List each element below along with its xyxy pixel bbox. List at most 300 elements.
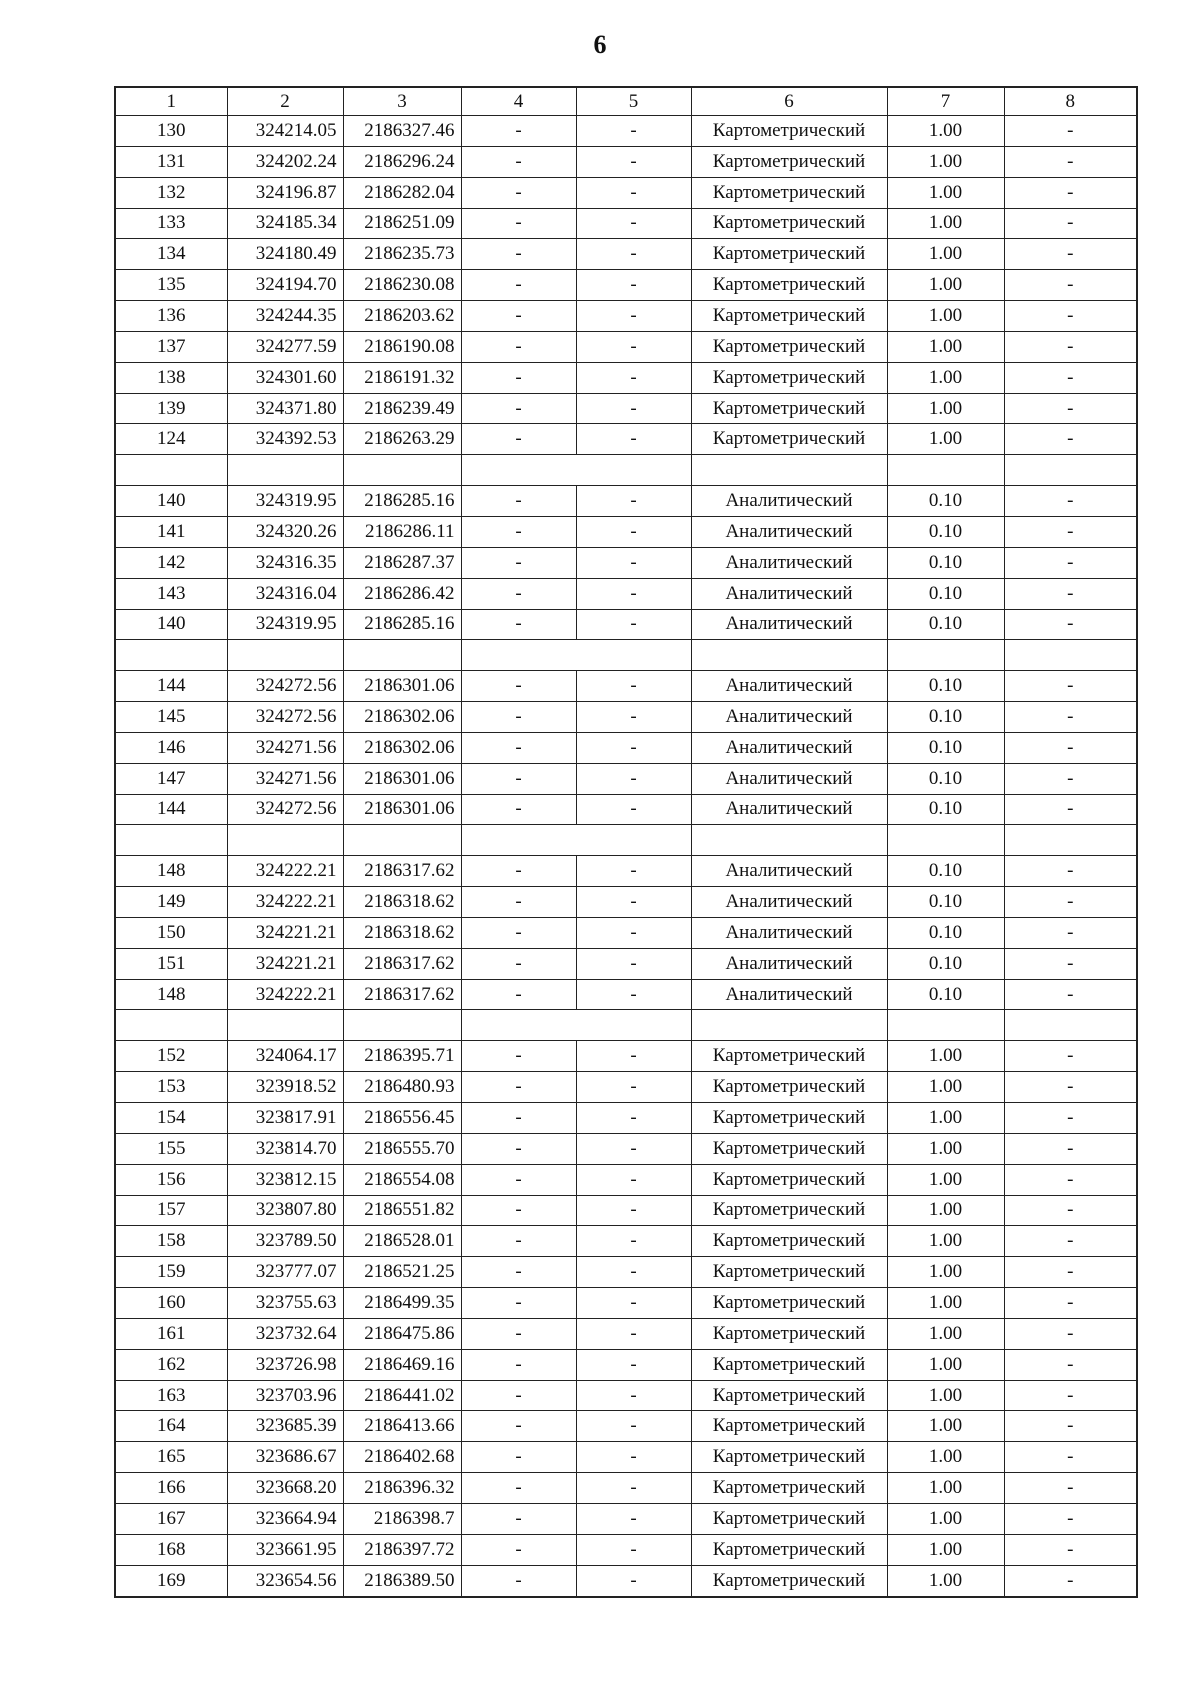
empty-cell bbox=[1004, 640, 1137, 671]
accuracy-cell: 1.00 bbox=[887, 1565, 1004, 1596]
method-cell: Аналитический bbox=[691, 547, 887, 578]
col-8-cell: - bbox=[1004, 1503, 1137, 1534]
table-row bbox=[115, 1133, 1137, 1164]
col-5-cell: - bbox=[576, 1442, 691, 1473]
col-8-cell: - bbox=[1004, 1565, 1137, 1596]
coord-x-cell: 324371.80 bbox=[227, 393, 343, 424]
col-4-cell: - bbox=[461, 424, 576, 455]
empty-cell bbox=[691, 640, 887, 671]
point-number-cell: 144 bbox=[115, 794, 227, 825]
point-number-cell: 140 bbox=[115, 609, 227, 640]
col-4-cell: - bbox=[461, 979, 576, 1010]
coord-y-cell: 2186528.01 bbox=[343, 1226, 461, 1257]
coord-y-cell: 2186555.70 bbox=[343, 1133, 461, 1164]
coord-y-cell: 2186301.06 bbox=[343, 671, 461, 702]
accuracy-cell: 1.00 bbox=[887, 1349, 1004, 1380]
method-cell: Картометрический bbox=[691, 177, 887, 208]
accuracy-cell: 0.10 bbox=[887, 948, 1004, 979]
col-8-cell: - bbox=[1004, 1041, 1137, 1072]
coord-y-cell: 2186469.16 bbox=[343, 1349, 461, 1380]
coord-y-cell: 2186285.16 bbox=[343, 609, 461, 640]
point-number-cell: 138 bbox=[115, 362, 227, 393]
method-cell: Картометрический bbox=[691, 208, 887, 239]
col-4-cell: - bbox=[461, 270, 576, 301]
col-8-cell: - bbox=[1004, 270, 1137, 301]
accuracy-cell: 1.00 bbox=[887, 331, 1004, 362]
coord-x-cell: 324319.95 bbox=[227, 609, 343, 640]
col-4-cell: - bbox=[461, 1565, 576, 1596]
table-row bbox=[115, 1257, 1137, 1288]
method-cell: Картометрический bbox=[691, 1349, 887, 1380]
coord-x-cell: 323918.52 bbox=[227, 1072, 343, 1103]
coord-y-cell: 2186235.73 bbox=[343, 239, 461, 270]
table-row bbox=[115, 1288, 1137, 1319]
coord-y-cell: 2186285.16 bbox=[343, 486, 461, 517]
col-4-cell: - bbox=[461, 609, 576, 640]
col-8-cell: - bbox=[1004, 424, 1137, 455]
col-8-cell: - bbox=[1004, 856, 1137, 887]
coord-y-cell: 2186397.72 bbox=[343, 1534, 461, 1565]
coord-x-cell: 323789.50 bbox=[227, 1226, 343, 1257]
coord-y-cell: 2186318.62 bbox=[343, 887, 461, 918]
col-5-cell: - bbox=[576, 1072, 691, 1103]
point-number-cell: 139 bbox=[115, 393, 227, 424]
method-cell: Картометрический bbox=[691, 1473, 887, 1504]
table-row bbox=[115, 146, 1137, 177]
method-cell: Картометрический bbox=[691, 270, 887, 301]
col-4-cell: - bbox=[461, 671, 576, 702]
point-number-cell: 165 bbox=[115, 1442, 227, 1473]
accuracy-cell: 0.10 bbox=[887, 702, 1004, 733]
col-8-cell: - bbox=[1004, 1349, 1137, 1380]
group-separator-row bbox=[115, 1010, 1137, 1041]
coord-y-cell: 2186389.50 bbox=[343, 1565, 461, 1596]
col-4-cell: - bbox=[461, 1503, 576, 1534]
method-cell: Картометрический bbox=[691, 331, 887, 362]
col-5-cell: - bbox=[576, 1565, 691, 1596]
accuracy-cell: 1.00 bbox=[887, 362, 1004, 393]
accuracy-cell: 1.00 bbox=[887, 239, 1004, 270]
method-cell: Картометрический bbox=[691, 1534, 887, 1565]
accuracy-cell: 0.10 bbox=[887, 887, 1004, 918]
table-row bbox=[115, 1534, 1137, 1565]
coord-y-cell: 2186556.45 bbox=[343, 1103, 461, 1134]
col-4-cell: - bbox=[461, 331, 576, 362]
method-cell: Картометрический bbox=[691, 393, 887, 424]
point-number-cell: 147 bbox=[115, 763, 227, 794]
col-5-cell: - bbox=[576, 1349, 691, 1380]
coord-x-cell: 323732.64 bbox=[227, 1318, 343, 1349]
empty-cell bbox=[461, 1010, 576, 1041]
col-8-cell: - bbox=[1004, 301, 1137, 332]
col-8-cell: - bbox=[1004, 1411, 1137, 1442]
coord-y-cell: 2186480.93 bbox=[343, 1072, 461, 1103]
point-number-cell: 137 bbox=[115, 331, 227, 362]
accuracy-cell: 1.00 bbox=[887, 146, 1004, 177]
col-8-cell: - bbox=[1004, 1226, 1137, 1257]
coord-y-cell: 2186551.82 bbox=[343, 1195, 461, 1226]
point-number-cell: 143 bbox=[115, 578, 227, 609]
method-cell: Картометрический bbox=[691, 1226, 887, 1257]
coord-y-cell: 2186395.71 bbox=[343, 1041, 461, 1072]
table-row bbox=[115, 331, 1137, 362]
method-cell: Картометрический bbox=[691, 424, 887, 455]
table-row bbox=[115, 1103, 1137, 1134]
col-4-cell: - bbox=[461, 1164, 576, 1195]
point-number-cell: 162 bbox=[115, 1349, 227, 1380]
point-number-cell: 146 bbox=[115, 732, 227, 763]
table-row bbox=[115, 1503, 1137, 1534]
header-cell: 8 bbox=[1004, 87, 1137, 116]
coord-y-cell: 2186402.68 bbox=[343, 1442, 461, 1473]
table-row bbox=[115, 1164, 1137, 1195]
accuracy-cell: 1.00 bbox=[887, 1164, 1004, 1195]
col-5-cell: - bbox=[576, 1473, 691, 1504]
method-cell: Аналитический bbox=[691, 763, 887, 794]
point-number-cell: 166 bbox=[115, 1473, 227, 1504]
col-4-cell: - bbox=[461, 301, 576, 332]
col-4-cell: - bbox=[461, 763, 576, 794]
coord-y-cell: 2186499.35 bbox=[343, 1288, 461, 1319]
col-5-cell: - bbox=[576, 239, 691, 270]
table-row bbox=[115, 702, 1137, 733]
col-5-cell: - bbox=[576, 1133, 691, 1164]
col-4-cell: - bbox=[461, 1349, 576, 1380]
col-5-cell: - bbox=[576, 270, 691, 301]
coord-y-cell: 2186318.62 bbox=[343, 917, 461, 948]
coord-x-cell: 324277.59 bbox=[227, 331, 343, 362]
coord-x-cell: 323814.70 bbox=[227, 1133, 343, 1164]
header-cell: 5 bbox=[576, 87, 691, 116]
method-cell: Аналитический bbox=[691, 516, 887, 547]
coord-x-cell: 324180.49 bbox=[227, 239, 343, 270]
col-8-cell: - bbox=[1004, 1534, 1137, 1565]
method-cell: Картометрический bbox=[691, 116, 887, 147]
col-8-cell: - bbox=[1004, 1164, 1137, 1195]
point-number-cell: 156 bbox=[115, 1164, 227, 1195]
coord-x-cell: 324196.87 bbox=[227, 177, 343, 208]
accuracy-cell: 1.00 bbox=[887, 1103, 1004, 1134]
coord-x-cell: 323668.20 bbox=[227, 1473, 343, 1504]
coord-y-cell: 2186282.04 bbox=[343, 177, 461, 208]
col-5-cell: - bbox=[576, 301, 691, 332]
coord-x-cell: 324222.21 bbox=[227, 856, 343, 887]
table-row bbox=[115, 1442, 1137, 1473]
col-8-cell: - bbox=[1004, 1288, 1137, 1319]
empty-cell bbox=[115, 640, 227, 671]
accuracy-cell: 1.00 bbox=[887, 1072, 1004, 1103]
point-number-cell: 159 bbox=[115, 1257, 227, 1288]
col-8-cell: - bbox=[1004, 948, 1137, 979]
method-cell: Картометрический bbox=[691, 146, 887, 177]
header-cell: 4 bbox=[461, 87, 576, 116]
method-cell: Аналитический bbox=[691, 578, 887, 609]
col-8-cell: - bbox=[1004, 702, 1137, 733]
col-5-cell: - bbox=[576, 702, 691, 733]
point-number-cell: 163 bbox=[115, 1380, 227, 1411]
col-4-cell: - bbox=[461, 1257, 576, 1288]
header-cell: 2 bbox=[227, 87, 343, 116]
empty-cell bbox=[887, 1010, 1004, 1041]
accuracy-cell: 1.00 bbox=[887, 393, 1004, 424]
col-5-cell: - bbox=[576, 486, 691, 517]
accuracy-cell: 1.00 bbox=[887, 1534, 1004, 1565]
point-number-cell: 144 bbox=[115, 671, 227, 702]
col-5-cell: - bbox=[576, 856, 691, 887]
accuracy-cell: 1.00 bbox=[887, 1133, 1004, 1164]
coord-x-cell: 324319.95 bbox=[227, 486, 343, 517]
coord-y-cell: 2186301.06 bbox=[343, 763, 461, 794]
point-number-cell: 148 bbox=[115, 856, 227, 887]
coord-x-cell: 324185.34 bbox=[227, 208, 343, 239]
coord-y-cell: 2186521.25 bbox=[343, 1257, 461, 1288]
col-4-cell: - bbox=[461, 1442, 576, 1473]
point-number-cell: 161 bbox=[115, 1318, 227, 1349]
coord-x-cell: 324301.60 bbox=[227, 362, 343, 393]
accuracy-cell: 0.10 bbox=[887, 547, 1004, 578]
col-5-cell: - bbox=[576, 547, 691, 578]
accuracy-cell: 1.00 bbox=[887, 177, 1004, 208]
col-4-cell: - bbox=[461, 1288, 576, 1319]
coord-x-cell: 323661.95 bbox=[227, 1534, 343, 1565]
col-5-cell: - bbox=[576, 331, 691, 362]
point-number-cell: 152 bbox=[115, 1041, 227, 1072]
table-row bbox=[115, 116, 1137, 147]
col-8-cell: - bbox=[1004, 146, 1137, 177]
coord-y-cell: 2186286.42 bbox=[343, 578, 461, 609]
table-row bbox=[115, 1565, 1137, 1596]
table-row bbox=[115, 979, 1137, 1010]
empty-cell bbox=[343, 1010, 461, 1041]
method-cell: Картометрический bbox=[691, 1411, 887, 1442]
method-cell: Картометрический bbox=[691, 1257, 887, 1288]
empty-cell bbox=[887, 640, 1004, 671]
coord-x-cell: 324221.21 bbox=[227, 948, 343, 979]
coord-y-cell: 2186327.46 bbox=[343, 116, 461, 147]
coord-x-cell: 324272.56 bbox=[227, 794, 343, 825]
coord-y-cell: 2186287.37 bbox=[343, 547, 461, 578]
coord-x-cell: 323703.96 bbox=[227, 1380, 343, 1411]
point-number-cell: 149 bbox=[115, 887, 227, 918]
accuracy-cell: 0.10 bbox=[887, 917, 1004, 948]
accuracy-cell: 0.10 bbox=[887, 763, 1004, 794]
coord-y-cell: 2186251.09 bbox=[343, 208, 461, 239]
point-number-cell: 134 bbox=[115, 239, 227, 270]
table-header-row bbox=[115, 87, 1137, 116]
col-4-cell: - bbox=[461, 856, 576, 887]
table-row bbox=[115, 208, 1137, 239]
col-4-cell: - bbox=[461, 547, 576, 578]
col-4-cell: - bbox=[461, 948, 576, 979]
col-5-cell: - bbox=[576, 1380, 691, 1411]
point-number-cell: 142 bbox=[115, 547, 227, 578]
table-row bbox=[115, 362, 1137, 393]
table-row bbox=[115, 270, 1137, 301]
col-4-cell: - bbox=[461, 1226, 576, 1257]
coord-x-cell: 324222.21 bbox=[227, 979, 343, 1010]
coord-x-cell: 324272.56 bbox=[227, 702, 343, 733]
col-4-cell: - bbox=[461, 1133, 576, 1164]
header-cell: 3 bbox=[343, 87, 461, 116]
method-cell: Картометрический bbox=[691, 1072, 887, 1103]
table-row bbox=[115, 609, 1137, 640]
empty-cell bbox=[576, 1010, 691, 1041]
accuracy-cell: 0.10 bbox=[887, 979, 1004, 1010]
accuracy-cell: 0.10 bbox=[887, 732, 1004, 763]
coord-x-cell: 323807.80 bbox=[227, 1195, 343, 1226]
point-number-cell: 140 bbox=[115, 486, 227, 517]
accuracy-cell: 1.00 bbox=[887, 116, 1004, 147]
coord-x-cell: 324320.26 bbox=[227, 516, 343, 547]
table-row bbox=[115, 1195, 1137, 1226]
empty-cell bbox=[691, 455, 887, 486]
coord-x-cell: 324244.35 bbox=[227, 301, 343, 332]
col-8-cell: - bbox=[1004, 763, 1137, 794]
coord-y-cell: 2186230.08 bbox=[343, 270, 461, 301]
col-5-cell: - bbox=[576, 671, 691, 702]
col-4-cell: - bbox=[461, 732, 576, 763]
col-8-cell: - bbox=[1004, 393, 1137, 424]
col-5-cell: - bbox=[576, 116, 691, 147]
table-row bbox=[115, 948, 1137, 979]
method-cell: Аналитический bbox=[691, 948, 887, 979]
col-8-cell: - bbox=[1004, 362, 1137, 393]
table-row bbox=[115, 424, 1137, 455]
coord-y-cell: 2186301.06 bbox=[343, 794, 461, 825]
method-cell: Картометрический bbox=[691, 1195, 887, 1226]
accuracy-cell: 0.10 bbox=[887, 516, 1004, 547]
col-5-cell: - bbox=[576, 146, 691, 177]
method-cell: Картометрический bbox=[691, 239, 887, 270]
table-row bbox=[115, 671, 1137, 702]
empty-cell bbox=[115, 455, 227, 486]
col-5-cell: - bbox=[576, 1534, 691, 1565]
col-4-cell: - bbox=[461, 362, 576, 393]
table-row bbox=[115, 547, 1137, 578]
accuracy-cell: 1.00 bbox=[887, 424, 1004, 455]
col-4-cell: - bbox=[461, 1318, 576, 1349]
table-row bbox=[115, 1318, 1137, 1349]
table-row bbox=[115, 794, 1137, 825]
col-5-cell: - bbox=[576, 208, 691, 239]
empty-cell bbox=[115, 1010, 227, 1041]
accuracy-cell: 0.10 bbox=[887, 609, 1004, 640]
empty-cell bbox=[227, 1010, 343, 1041]
method-cell: Аналитический bbox=[691, 856, 887, 887]
method-cell: Аналитический bbox=[691, 702, 887, 733]
col-8-cell: - bbox=[1004, 331, 1137, 362]
coord-x-cell: 323812.15 bbox=[227, 1164, 343, 1195]
point-number-cell: 155 bbox=[115, 1133, 227, 1164]
col-4-cell: - bbox=[461, 1380, 576, 1411]
point-number-cell: 150 bbox=[115, 917, 227, 948]
coord-x-cell: 324221.21 bbox=[227, 917, 343, 948]
col-5-cell: - bbox=[576, 1226, 691, 1257]
point-number-cell: 154 bbox=[115, 1103, 227, 1134]
col-8-cell: - bbox=[1004, 547, 1137, 578]
col-5-cell: - bbox=[576, 177, 691, 208]
coord-x-cell: 324271.56 bbox=[227, 763, 343, 794]
col-4-cell: - bbox=[461, 887, 576, 918]
coord-y-cell: 2186413.66 bbox=[343, 1411, 461, 1442]
accuracy-cell: 1.00 bbox=[887, 1041, 1004, 1072]
col-5-cell: - bbox=[576, 393, 691, 424]
col-5-cell: - bbox=[576, 887, 691, 918]
coord-y-cell: 2186475.86 bbox=[343, 1318, 461, 1349]
coordinates-table bbox=[114, 86, 1138, 1598]
table-row bbox=[115, 763, 1137, 794]
col-4-cell: - bbox=[461, 486, 576, 517]
empty-cell bbox=[461, 640, 576, 671]
table-row bbox=[115, 1349, 1137, 1380]
col-5-cell: - bbox=[576, 794, 691, 825]
point-number-cell: 169 bbox=[115, 1565, 227, 1596]
col-4-cell: - bbox=[461, 239, 576, 270]
method-cell: Картометрический bbox=[691, 1288, 887, 1319]
table-row bbox=[115, 1041, 1137, 1072]
col-4-cell: - bbox=[461, 1072, 576, 1103]
empty-cell bbox=[576, 825, 691, 856]
col-8-cell: - bbox=[1004, 887, 1137, 918]
header-cell: 7 bbox=[887, 87, 1004, 116]
coord-x-cell: 324214.05 bbox=[227, 116, 343, 147]
col-8-cell: - bbox=[1004, 609, 1137, 640]
col-4-cell: - bbox=[461, 116, 576, 147]
col-5-cell: - bbox=[576, 516, 691, 547]
table-row bbox=[115, 516, 1137, 547]
empty-cell bbox=[887, 825, 1004, 856]
col-8-cell: - bbox=[1004, 671, 1137, 702]
col-8-cell: - bbox=[1004, 208, 1137, 239]
col-8-cell: - bbox=[1004, 1195, 1137, 1226]
accuracy-cell: 0.10 bbox=[887, 578, 1004, 609]
table-row bbox=[115, 1473, 1137, 1504]
col-8-cell: - bbox=[1004, 732, 1137, 763]
table-row bbox=[115, 1072, 1137, 1103]
point-number-cell: 136 bbox=[115, 301, 227, 332]
method-cell: Картометрический bbox=[691, 1103, 887, 1134]
col-4-cell: - bbox=[461, 1534, 576, 1565]
col-5-cell: - bbox=[576, 1318, 691, 1349]
coord-y-cell: 2186191.32 bbox=[343, 362, 461, 393]
method-cell: Аналитический bbox=[691, 979, 887, 1010]
coord-x-cell: 324272.56 bbox=[227, 671, 343, 702]
table-row bbox=[115, 301, 1137, 332]
method-cell: Картометрический bbox=[691, 301, 887, 332]
col-8-cell: - bbox=[1004, 917, 1137, 948]
coord-x-cell: 323664.94 bbox=[227, 1503, 343, 1534]
method-cell: Картометрический bbox=[691, 362, 887, 393]
point-number-cell: 135 bbox=[115, 270, 227, 301]
accuracy-cell: 1.00 bbox=[887, 1503, 1004, 1534]
coord-y-cell: 2186554.08 bbox=[343, 1164, 461, 1195]
table-row bbox=[115, 887, 1137, 918]
col-4-cell: - bbox=[461, 1103, 576, 1134]
coord-y-cell: 2186302.06 bbox=[343, 732, 461, 763]
col-5-cell: - bbox=[576, 1411, 691, 1442]
col-4-cell: - bbox=[461, 1195, 576, 1226]
coord-x-cell: 324064.17 bbox=[227, 1041, 343, 1072]
col-4-cell: - bbox=[461, 208, 576, 239]
col-8-cell: - bbox=[1004, 1442, 1137, 1473]
coord-y-cell: 2186441.02 bbox=[343, 1380, 461, 1411]
col-8-cell: - bbox=[1004, 177, 1137, 208]
col-8-cell: - bbox=[1004, 116, 1137, 147]
point-number-cell: 151 bbox=[115, 948, 227, 979]
coord-x-cell: 323654.56 bbox=[227, 1565, 343, 1596]
point-number-cell: 153 bbox=[115, 1072, 227, 1103]
accuracy-cell: 1.00 bbox=[887, 1195, 1004, 1226]
